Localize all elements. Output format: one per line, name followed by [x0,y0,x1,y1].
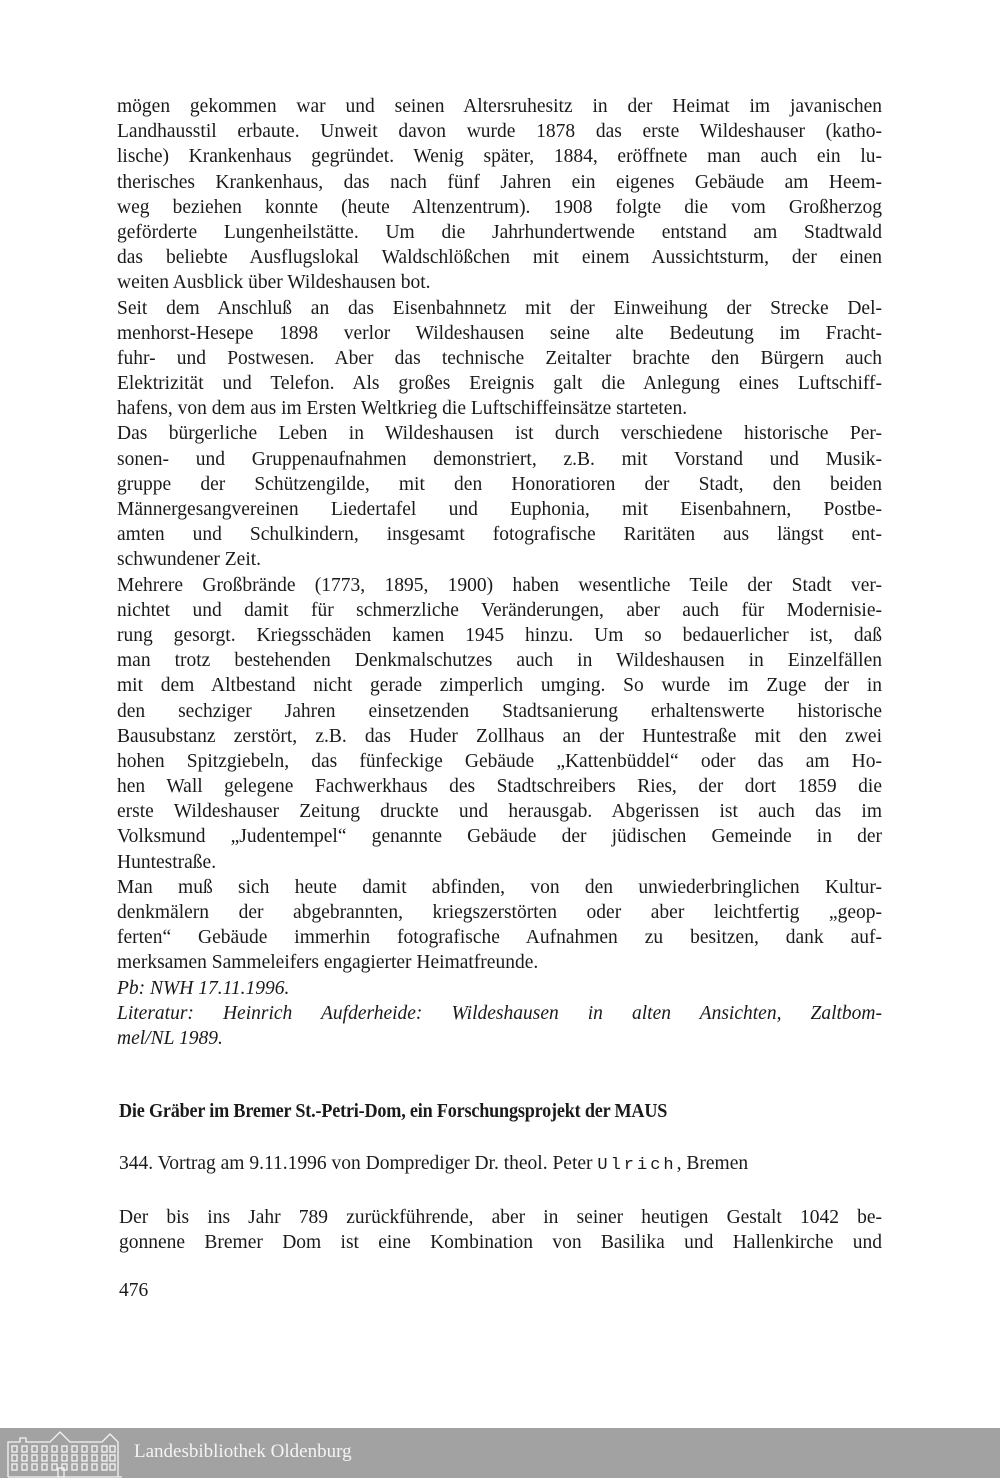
text-line: rung gesorgt. Kriegsschäden kamen 1945 hinzu. Um so bedauerlicher ist, daß [117,624,882,646]
citation-paragraph [117,1001,882,1051]
text-line: Pb: NWH 17.11.1996. [117,977,290,999]
text-line: mögen gekommen war und seinen Altersruhesitz in der Heimat im javanischen [117,96,882,117]
lecture-suffix: , Bremen [676,1153,749,1174]
text-line: Landhausstil erbaute. Unweit davon wurde 1878 das erste Wildeshauser (katho- [117,121,882,143]
text-line: Bausubstanz zerstört, z.B. das Huder Zollhaus an der Huntestraße mit den zwei [117,725,882,747]
text-line: merksamen Sammeleifers engagierter Heimatfreunde. [117,952,539,974]
paragraph [117,875,882,976]
text-line: denkmälern der abgebrannten, kriegszerstörten oder aber leichtfertig „geop- [117,902,882,923]
text-line: ferten“ Gebäude immerhin fotografische Aufnahmen zu besitzen, dank auf- [117,927,882,949]
text-line: lische) Krankenhaus gegründet. Wenig später, 1884, eröffnete man auch ein lu- [117,146,882,168]
paragraph [117,421,882,572]
speaker-name: Ulrich [597,1156,677,1175]
text-line: hafens, von dem aus im Ersten Weltkrieg die Luftschiffeinsätze starteten. [117,398,688,420]
page-number: 476 [119,1280,149,1301]
lecture-info [119,1153,748,1175]
text-line: sonen- und Gruppenaufnahmen demonstriert, z.B. mit Vorstand und Musik- [117,448,882,470]
text-line: erste Wildeshauser Zeitung druckte und herausgab. Abgerissen ist auch das im [117,801,882,823]
body-text [117,94,882,1051]
text-line: Männergesangvereinen Liedertafel und Euphonia, mit Eisenbahnern, Postbe- [117,499,882,520]
footer-bar [0,1428,1000,1478]
text-line: mel/NL 1989. [117,1027,223,1049]
text-line: Elektrizität und Telefon. Als großes Ereignis galt die Anlegung eines Luftschiff- [117,373,882,395]
text-line: fuhr- und Postwesen. Aber das technische Zeitalter brachte den Bürgern auch [117,347,882,369]
text-line: Mehrere Großbrände (1773, 1895, 1900) haben wesentliche Teile der Stadt ver- [117,574,882,596]
text-line: Man muß sich heute damit abfinden, von den unwiederbringlichen Kultur- [117,876,882,898]
text-line: gonnene Bremer Dom ist eine Kombination von Basilika und Hallenkirche und [119,1232,882,1254]
text-line: Der bis ins Jahr 789 zurückführende, aber in seiner heutigen Gestalt 1042 be- [119,1207,882,1228]
text-line: Das bürgerliche Leben in Wildeshausen ist durch verschiedene historische Per- [117,423,882,445]
citation-paragraph [117,976,882,1001]
text-line: menhorst-Hesepe 1898 verlor Wildeshausen seine alte Bedeutung im Fracht- [117,322,882,344]
text-line: Seit dem Anschluß an das Eisenbahnnetz mit der Einweihung der Strecke Del- [117,297,882,319]
text-line: Volksmund „Judentempel“ genannte Gebäude der jüdischen Gemeinde in der [117,826,882,848]
text-line: mit dem Altbestand nicht gerade zimperlich umging. So wurde im Zuge der in [117,675,882,697]
text-line: nichtet und damit für schmerzliche Veränderungen, aber auch für Modernisie- [117,599,882,621]
text-line: weg beziehen konnte (heute Altenzentrum). 1908 folgte die vom Großherzog [117,196,882,218]
paragraph [117,573,882,875]
text-line: man trotz bestehenden Denkmalschutzes auch in Wildeshausen in Einzelfällen [117,650,882,672]
section-heading: Die Gräber im Bremer St.-Petri-Dom, ein Forschungsprojekt der MAUS [119,1101,668,1122]
library-name: Landesbibliothek Oldenburg [134,1441,352,1462]
text-line: schwundener Zeit. [117,549,262,571]
text-line: therisches Krankenhaus, das nach fünf Jahren ein eigenes Gebäude am Heem- [117,171,882,193]
paragraph [117,94,882,296]
text-line: den sechziger Jahren einsetzenden Stadtsanierung erhaltenswerte historische [117,700,882,722]
lecture-prefix: 344. Vortrag am 9.11.1996 von Domprediger Dr. theol. Peter [119,1153,598,1174]
text-line: hen Wall gelegene Fachwerkhaus des Stadtschreibers Ries, der dort 1859 die [117,776,882,798]
text-line: das beliebte Ausflugslokal Waldschlößchen mit einem Aussichtsturm, der einen [117,247,882,269]
text-line: Literatur: Heinrich Aufderheide: Wildeshausen in alten Ansichten, Zaltbom- [117,1002,882,1024]
text-line: Huntestraße. [117,851,217,873]
paragraph [117,296,882,422]
text-line: weiten Ausblick über Wildeshausen bot. [117,272,431,294]
text-line: gruppe der Schützengilde, mit den Honoratioren der Stadt, den beiden [117,473,882,495]
text-line: geförderte Lungenheilstätte. Um die Jahrhundertwende entstand am Stadtwald [117,221,882,243]
text-line: hohen Spitzgiebeln, das fünfeckige Gebäude „Kattenbüddel“ oder das am Ho- [117,750,882,772]
section-paragraph [119,1205,882,1255]
library-building-icon [6,1430,124,1478]
text-line: amten und Schulkindern, insgesamt fotografische Raritäten aus längst ent- [117,524,882,546]
